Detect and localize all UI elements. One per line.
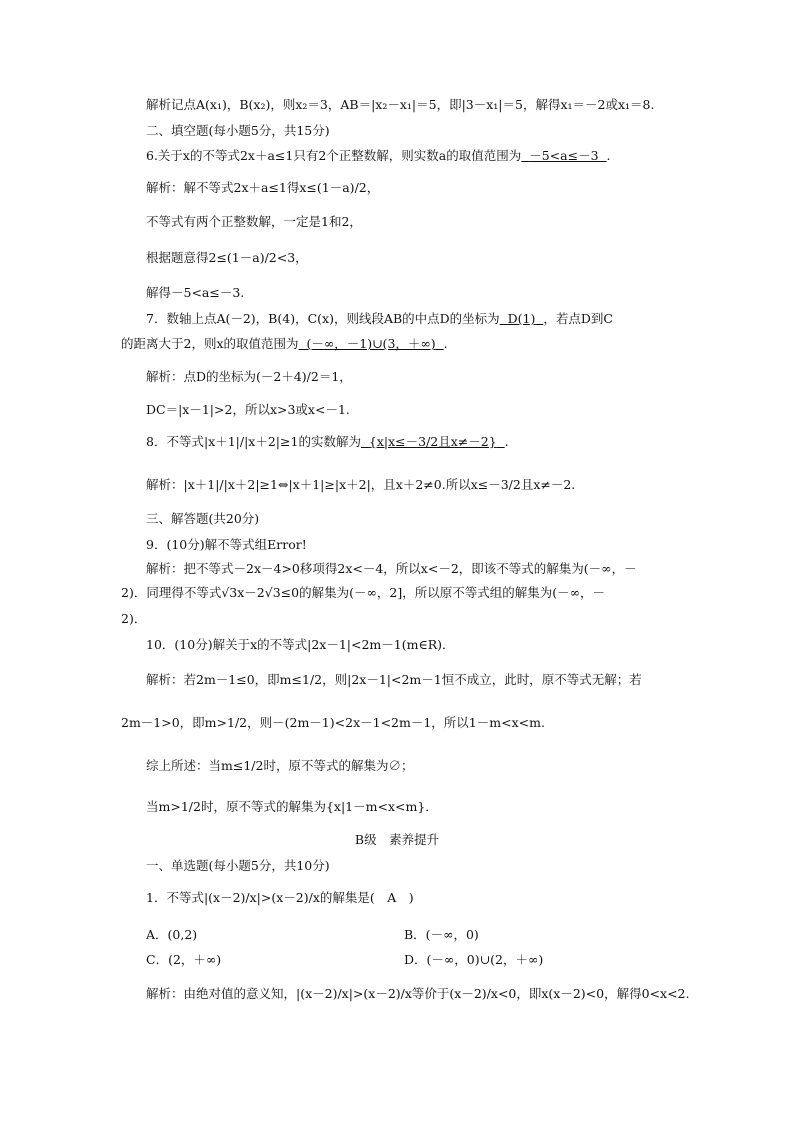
answer-blank: D(1) [507,311,536,326]
question-text: 6.关于x的不等式2x＋a≤1只有2个正整数解，则实数a的取值范围为 [146,148,522,163]
text-line: 当m>1/2时，原不等式的解集为{x|1－m<x<m}． [146,799,438,814]
question-6: 6.关于x的不等式2x＋a≤1只有2个正整数解，则实数a的取值范围为 －5<a≤－3 . [146,148,611,163]
text-line: 2)． [121,611,147,626]
question-1: 1．不等式|(x－2)/x|>(x－2)/x的解集是( A ) [146,890,414,905]
text-line: 解析：解不等式2x＋a≤1得x≤(1－a)/2， [146,180,380,195]
question-8: 8．不等式|x＋1|/|x＋2|≥1的实数解为 {x|x≤－3/2且x≠－2} . [146,434,509,449]
question-9: 9．(10分)解不等式组Error! [146,537,307,552]
question-7 [146,311,674,327]
text-line: 解析：若2m－1≤0，即m≤1/2，则|2x－1|<2m－1恒不成立，此时，原不等式无解；若 [146,672,642,687]
text-line: 解析记点A(x₁)，B(x₂)，则x₂＝3，AB＝|x₂－x₁|＝5，即|3－x₁|＝5，解得x₁＝－2或x₁＝8. [146,97,655,112]
option-b: B．(－∞，0) [404,927,479,942]
text-line: 解析：由绝对值的意义知，|(x－2)/x|>(x－2)/x等价于(x－2)/x<0，即x(x－2)<0，解得0<x<2. [146,986,690,1001]
section-title: B级 素养提升 [354,832,440,847]
question-text: 7．数轴上点A(－2)，B(4)，C(x)，则线段AB的中点D的坐标为 [146,311,500,326]
text-line: DC＝|x－1|>2，所以x>3或x<－1. [146,402,350,417]
text-line: 根据题意得2≤(1－a)/2<3， [146,250,308,265]
text-line: 解得－5<a≤－3. [146,285,245,300]
question-text: 的距离大于2，则x的取值范围为 [121,336,299,351]
answer-blank: －5<a≤－3 [529,148,599,163]
text-line: 不等式有两个正整数解，一定是1和2， [146,214,362,229]
text-line: 解析：|x＋1|/|x＋2|≥1⇔|x＋1|≥|x＋2|，且x＋2≠0.所以x≤－3/2且x≠－2. [146,477,576,492]
option-a: A．(0,2) [146,927,198,942]
answer-blank: (－∞，－1)∪(3，＋∞) [306,336,436,351]
section-heading: 一、单选题(每小题5分，共10分) [146,858,330,873]
option-c: C．(2，＋∞) [146,952,222,967]
text-line: 2)．同理得不等式√3x－2√3≤0的解集为(－∞，2]，所以原不等式组的解集为(－∞，－ [121,585,606,600]
question-text: 8．不等式|x＋1|/|x＋2|≥1的实数解为 [146,434,361,449]
answer-blank: {x|x≤－3/2且x≠－2} [368,434,497,449]
question-7-cont: 的距离大于2，则x的取值范围为 (－∞，－1)∪(3，＋∞) . [121,336,448,351]
text-line: 解析：点D的坐标为(－2＋4)/2＝1， [146,369,352,384]
text-line: 解析：把不等式－2x－4>0移项得2x<－4，所以x<－2，即该不等式的解集为(－∞，－ [146,561,637,576]
text-line: 2m－1>0，即m>1/2，则－(2m－1)<2x－1<2m－1，所以1－m<x<m. [121,715,545,730]
option-d: D．(－∞，0)∪(2，＋∞) [404,952,544,967]
section-heading: 二、填空题(每小题5分，共15分) [146,123,330,138]
question-text: ，若点D到C [543,311,613,326]
question-10: 10．(10分)解关于x的不等式|2x－1|<2m－1(m∈R)． [146,637,455,652]
text-line: 综上所述：当m≤1/2时，原不等式的解集为∅； [146,758,414,773]
section-heading: 三、解答题(共20分) [146,511,260,526]
